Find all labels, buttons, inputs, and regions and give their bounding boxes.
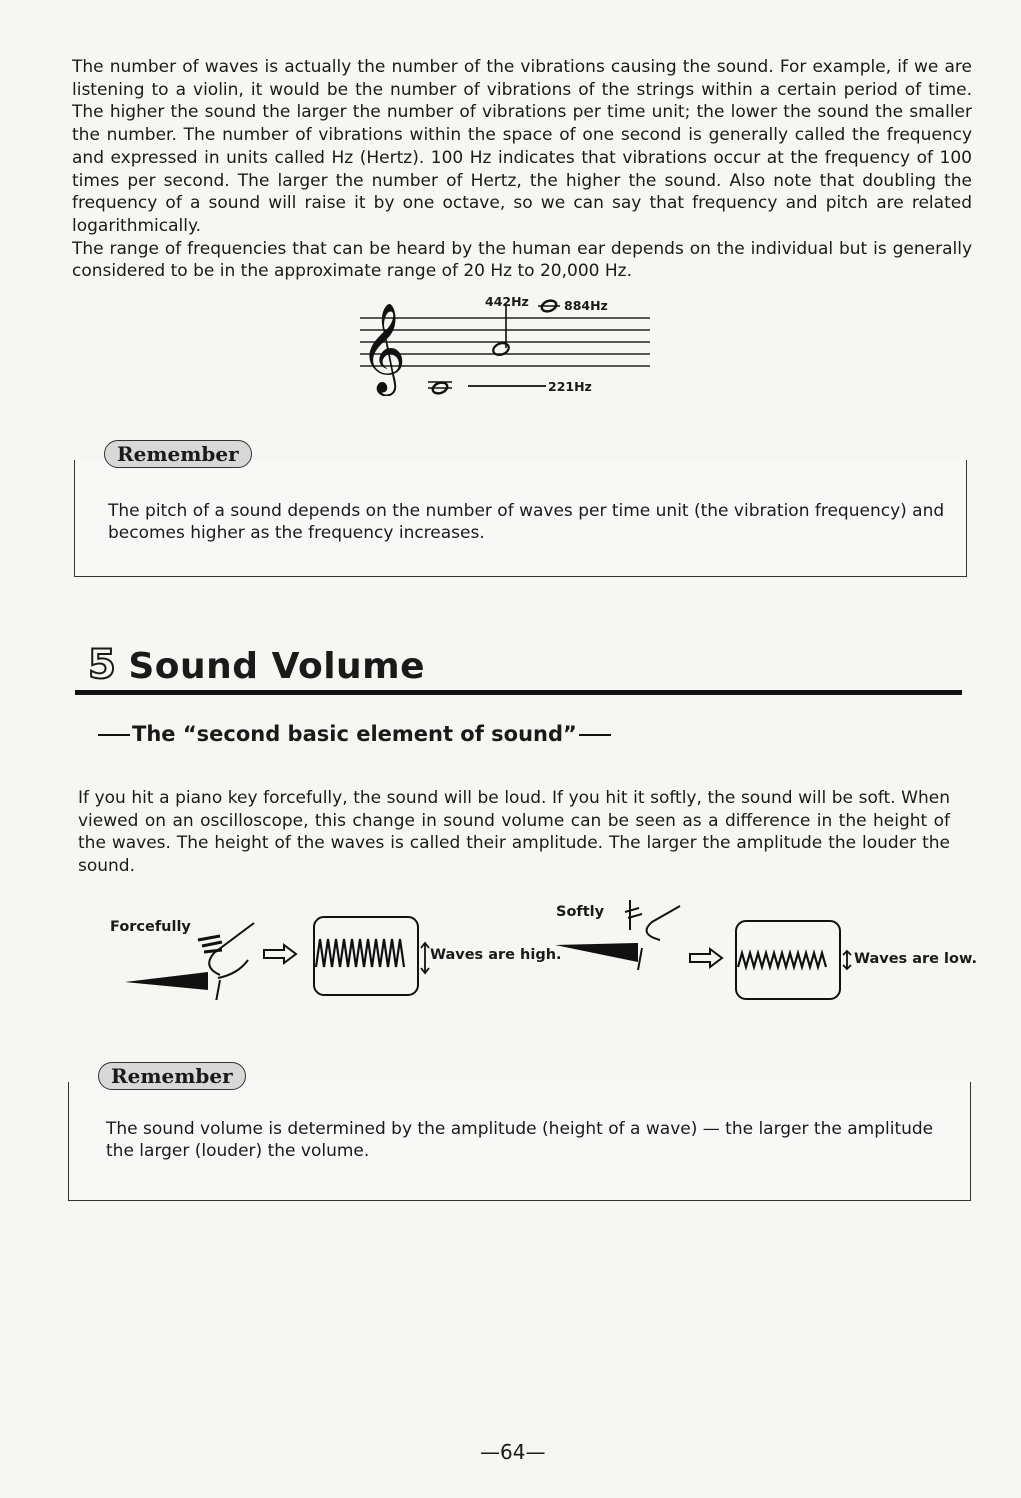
label-884hz: 884Hz	[564, 298, 608, 313]
waves-low-label: Waves are low.	[854, 951, 977, 967]
section-title: Sound Volume	[128, 646, 426, 687]
soft-hand-icon	[550, 900, 700, 990]
remember-1-tag: Remember	[104, 440, 252, 468]
label-221hz: 221Hz	[548, 379, 592, 394]
oscilloscope-high-icon	[312, 915, 420, 997]
remember-2-tag: Remember	[98, 1062, 246, 1090]
note-442hz	[492, 306, 511, 357]
amplitude-illustration	[100, 895, 980, 1005]
subtitle-text: The “second basic element of sound”	[132, 722, 577, 746]
oscilloscope-low-icon	[734, 919, 842, 1001]
section-rule	[75, 690, 962, 695]
subtitle-dash-right	[579, 734, 611, 736]
section-number: 5	[88, 642, 117, 688]
note-884hz	[538, 299, 560, 314]
intro-text	[72, 56, 972, 283]
amplitude-high-arrow-icon	[420, 941, 430, 975]
staff-figure	[350, 286, 670, 396]
remember-2-text: The sound volume is determined by the amplitude (height of a wave) — the larger the amplitude the larger (louder) the volume.	[106, 1119, 934, 1161]
forcefully-label: Forcefully	[110, 919, 191, 935]
note-221hz	[428, 381, 546, 396]
page-number: —64—	[480, 1440, 546, 1464]
section-subtitle	[96, 722, 613, 746]
intro-paragraph-1: The number of waves is actually the number of the vibrations causing the sound. For example, if we are listening to a violin, it would be the number of vibrations of the strings within a certain period of time. The higher the sound the larger the number of vibrations per time unit; the lower the sound the smaller the number. The number of vibrations within the space of one second is generally called the frequency and expressed in units called Hz (Hertz). 100 Hz indicates that vibrations occur at the frequency of 100 times per second. The larger the number of Hertz, the higher the sound. Also note that doubling the frequency of a sound will raise it by one octave, so we can say that frequency and pitch are related logarithmically.	[72, 57, 972, 236]
forceful-hand-icon	[120, 910, 270, 1000]
treble-clef-icon: 𝄞	[360, 303, 407, 393]
intro-paragraph-2: The range of frequencies that can be heard by the human ear depends on the individual but is generally considered to be in the approximate range of 20 Hz to 20,000 Hz.	[72, 238, 972, 282]
section-heading	[88, 642, 425, 688]
amplitude-low-arrow-icon	[842, 949, 852, 971]
subtitle-dash-left	[98, 734, 130, 736]
arrow-right-icon-2	[688, 947, 724, 969]
body-paragraph: If you hit a piano key forcefully, the sound will be loud. If you hit it softly, the sound will be soft. When viewed on an oscilloscope, this change in sound volume can be seen as a difference in the height of the waves. The height of the waves is called their amplitude. The larger the amplitude the louder the sound.	[78, 788, 950, 877]
label-442hz: 442Hz	[485, 294, 529, 309]
waves-high-label: Waves are high.	[430, 947, 562, 963]
arrow-right-icon	[262, 943, 298, 965]
softly-label: Softly	[556, 904, 605, 920]
remember-1-text: The pitch of a sound depends on the number of waves per time unit (the vibration frequency) and becomes higher as the frequency increases.	[108, 501, 945, 543]
